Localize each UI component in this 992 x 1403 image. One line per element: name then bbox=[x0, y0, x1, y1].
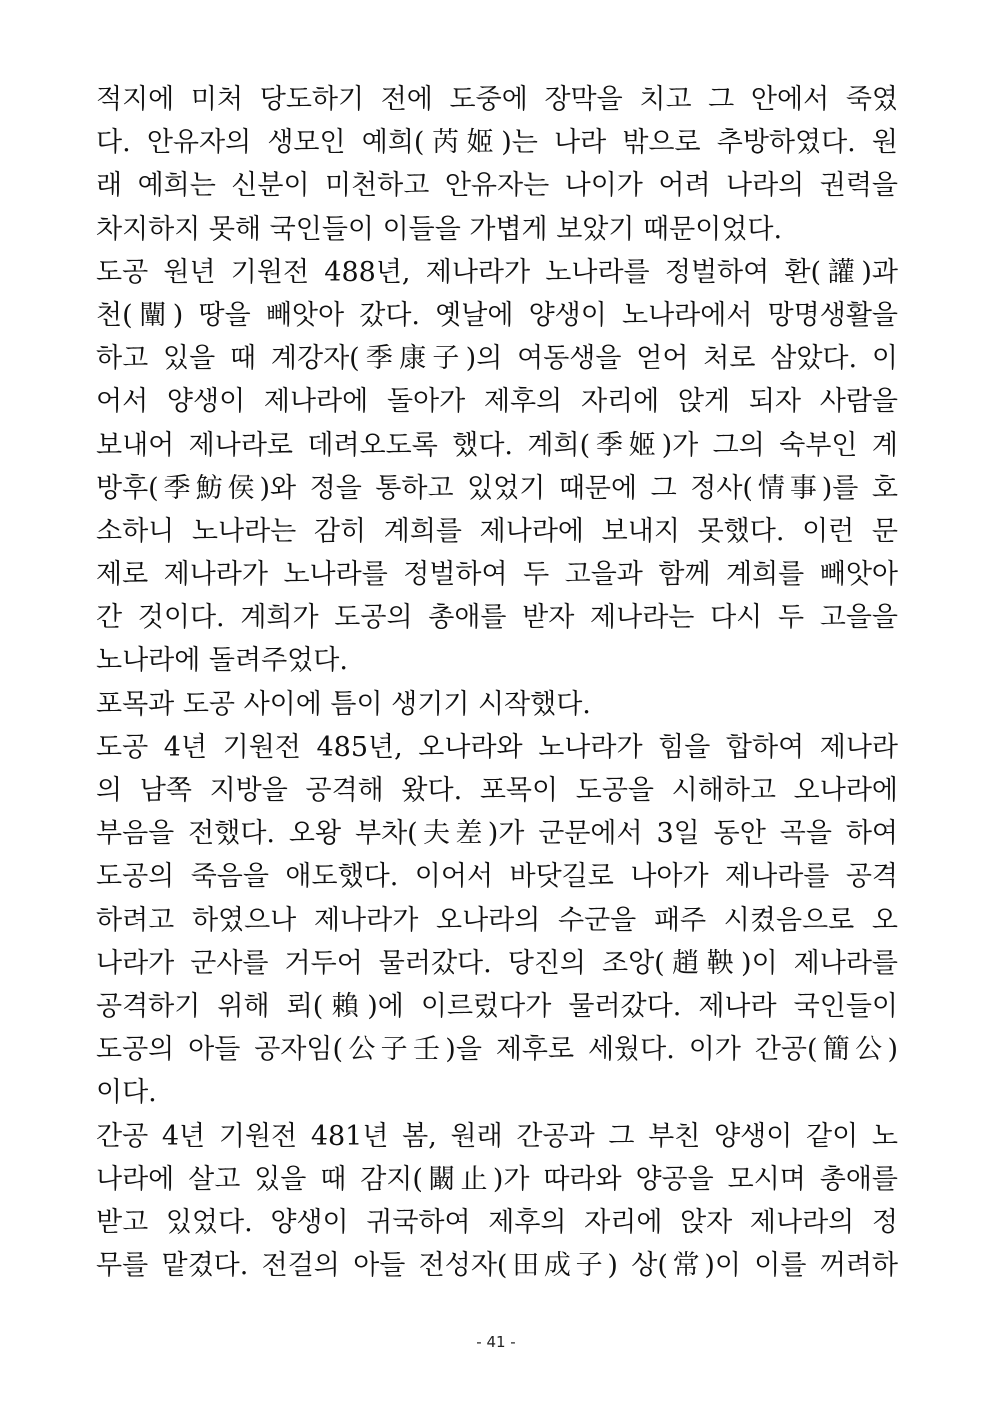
text-line: 의 남쪽 지방을 공격해 왔다. 포목이 도공을 시해하고 오나라에 bbox=[96, 775, 898, 806]
text-line: 적지에 미처 당도하기 전에 도중에 장막을 치고 그 안에서 죽였 bbox=[96, 84, 898, 115]
text-line: 차지하지 못해 국인들이 이들을 가볍게 보았기 때문이었다. bbox=[96, 213, 783, 245]
paragraph bbox=[96, 78, 898, 251]
text-line: 포목과 도공 사이에 틈이 생기기 시작했다. bbox=[96, 688, 591, 720]
text-line: 받고 있었다. 양생이 귀국하여 제후의 자리에 앉자 제나라의 정 bbox=[96, 1206, 898, 1238]
text-line: 다. 안유자의 생모인 예희(芮姬)는 나라 밖으로 추방하였다. 원 bbox=[96, 127, 898, 159]
text-line: 도공의 죽음을 애도했다. 이어서 바닷길로 나아가 제나라를 공격 bbox=[96, 861, 898, 893]
text-line: 간 것이다. 계희가 도공의 총애를 받자 제나라는 다시 두 고을을 bbox=[96, 602, 898, 634]
text-line: 노나라에 돌려주었다. bbox=[96, 645, 348, 677]
text-line: 하고 있을 때 계강자(季康子)의 여동생을 얻어 처로 삼았다. 이 bbox=[96, 343, 898, 375]
text-line: 보내어 제나라로 데려오도록 했다. 계희(季姬)가 그의 숙부인 계 bbox=[96, 429, 898, 461]
text-line: 이다. bbox=[96, 1077, 157, 1109]
paragraph bbox=[96, 726, 898, 1115]
paragraph bbox=[96, 251, 898, 683]
text-line: 도공 원년 기원전 488년, 제나라가 노나라를 정벌하여 환(讙)과 bbox=[96, 256, 898, 288]
text-line: 소하니 노나라는 감히 계희를 제나라에 보내지 못했다. 이런 문 bbox=[96, 515, 898, 547]
text-line: 무를 맡겼다. 전걸의 아들 전성자(田成子) 상(常)이 이를 꺼려하 bbox=[96, 1250, 898, 1282]
text-line: 천(闡) 땅을 빼앗아 갔다. 옛날에 양생이 노나라에서 망명생활을 bbox=[96, 299, 898, 331]
text-line: 공격하기 위해 뢰(賴)에 이르렀다가 물러갔다. 제나라 국인들이 bbox=[96, 990, 898, 1022]
text-line: 어서 양생이 제나라에 돌아가 제후의 자리에 앉게 되자 사람을 bbox=[96, 386, 898, 418]
text-line: 도공 4년 기원전 485년, 오나라와 노나라가 힘을 합하여 제나라 bbox=[96, 731, 898, 763]
text-line: 하려고 하였으나 제나라가 오나라의 수군을 패주 시켰음으로 오 bbox=[96, 904, 898, 936]
text-line: 방후(季魴侯)와 정을 통하고 있었기 때문에 그 정사(情事)를 호 bbox=[96, 472, 898, 504]
text-line: 나라에 살고 있을 때 감지(闞止)가 따라와 양공을 모시며 총애를 bbox=[96, 1163, 898, 1195]
text-line: 간공 4년 기원전 481년 봄, 원래 간공과 그 부친 양생이 같이 노 bbox=[96, 1120, 898, 1152]
text-line: 래 예희는 신분이 미천하고 안유자는 나이가 어려 나라의 권력을 bbox=[96, 170, 898, 202]
text-line: 제로 제나라가 노나라를 정벌하여 두 고을과 함께 계희를 빼앗아 bbox=[96, 559, 898, 591]
paragraph bbox=[96, 683, 898, 726]
text-line: 부음을 전했다. 오왕 부차(夫差)가 군문에서 3일 동안 곡을 하여 bbox=[96, 818, 898, 850]
page-number: - 41 - bbox=[476, 1333, 516, 1351]
text-line: 도공의 아들 공자임(公子壬)을 제후로 세웠다. 이가 간공(簡公) bbox=[96, 1034, 898, 1066]
paragraph bbox=[96, 1115, 898, 1288]
page-body bbox=[96, 78, 898, 1287]
text-line: 나라가 군사를 거두어 물러갔다. 당진의 조앙(趙鞅)이 제나라를 bbox=[96, 947, 898, 979]
